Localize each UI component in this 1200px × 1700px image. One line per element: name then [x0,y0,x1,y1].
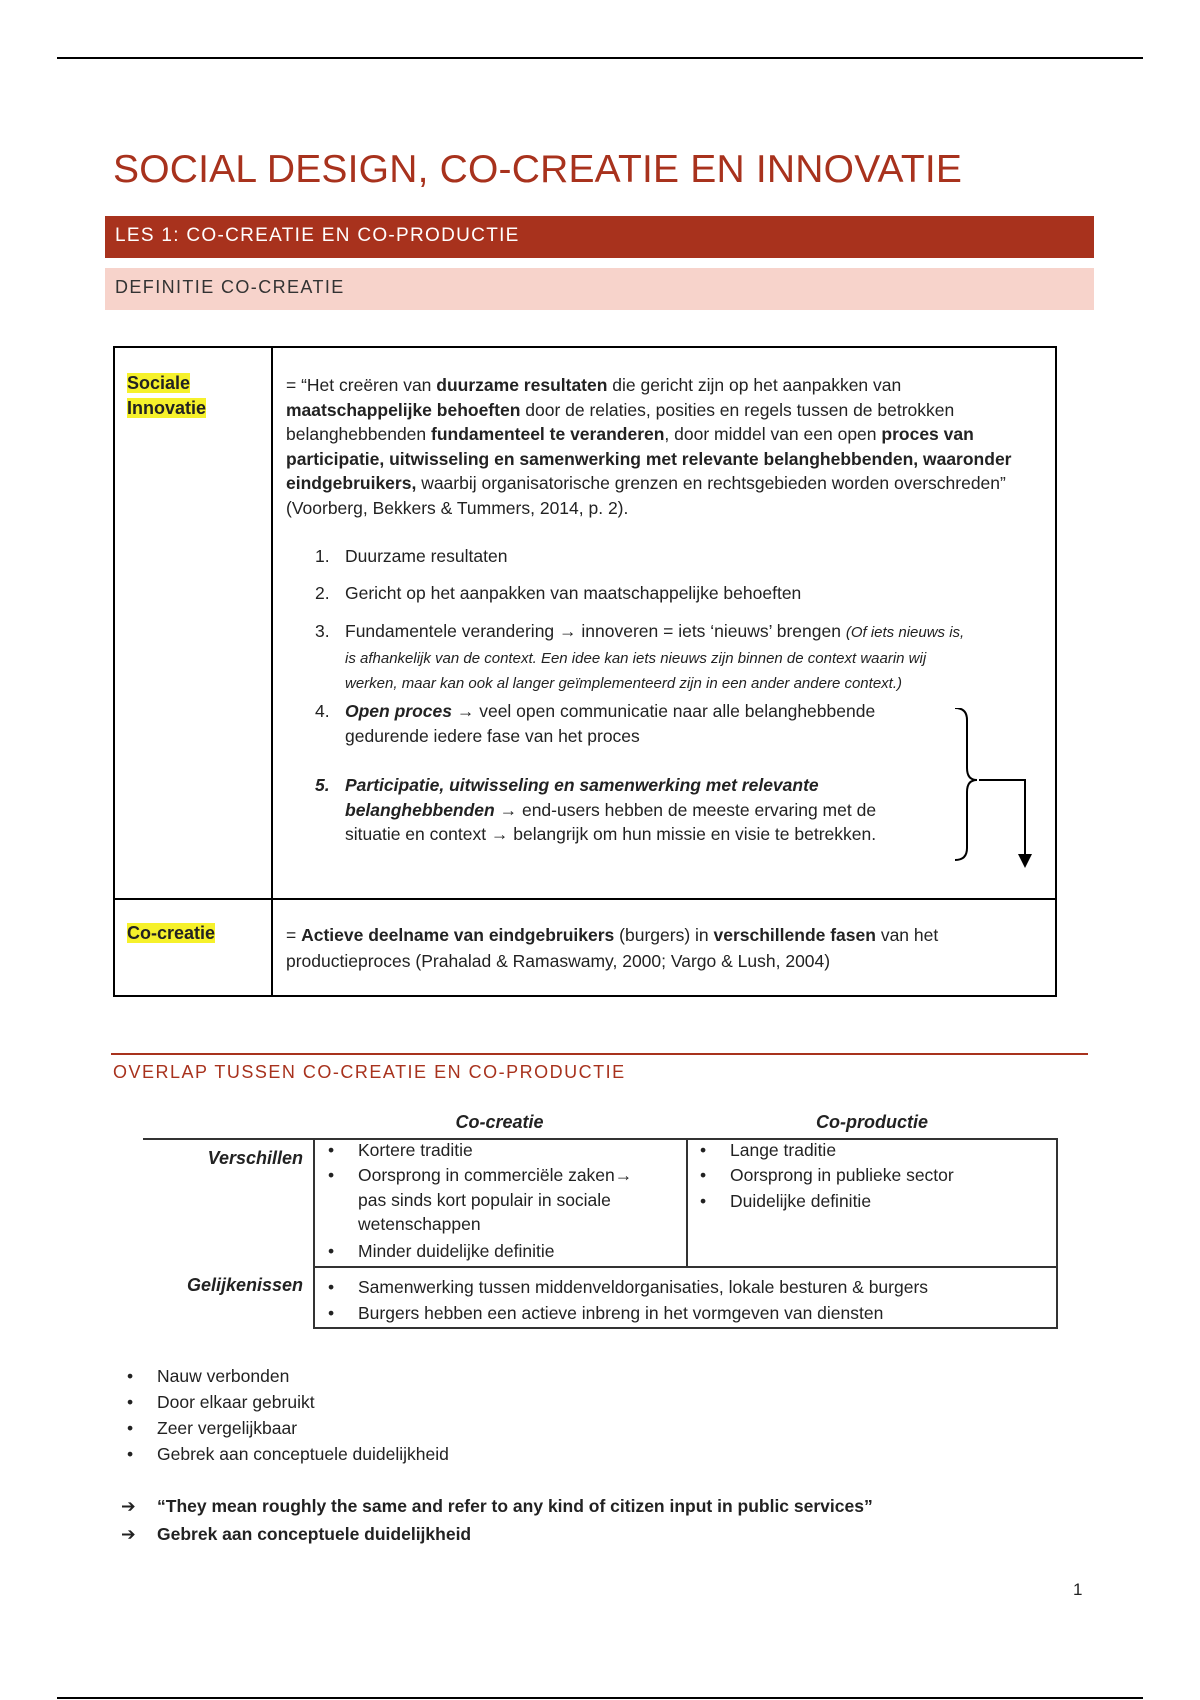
list-item [328,1138,678,1163]
list-item [328,1163,678,1237]
column-divider [686,1138,688,1266]
definition-co-creatie [286,922,1046,974]
list-item [315,544,975,569]
text-run: pas sinds kort populair in sociale wetenschappen [358,1189,611,1234]
bullet-icon: • [700,1140,707,1160]
term-sociale-innovatie [127,371,206,421]
list-item [700,1163,1050,1188]
list-number: 1. [315,546,330,566]
lesson-header: LES 1: CO-CREATIE EN CO-PRODUCTIE [105,216,1094,258]
text-run: → veel open communicatie naar alle belanghebbende gedurende iedere fase van het proces [345,701,876,746]
top-rule [57,57,1143,59]
bullet-icon: • [127,1418,134,1438]
text-bold-italic: Open proces [345,701,452,721]
arrow-right-icon: ➔ [121,1496,136,1516]
term-line: Sociale [127,373,191,393]
section-rule [111,1053,1088,1055]
list-text: Duidelijke definitie [730,1191,872,1211]
text-bold: Actieve deelname van eindgebruikers [301,925,615,945]
text-run: , door middel van een open [664,424,882,444]
definition-sociale-innovatie [286,373,1046,520]
bullet-icon: • [328,1165,335,1185]
text-run: waarbij organisatorische grenzen en rechtsgebieden worden overschreden” (Voorberg, Bekkers & Tummers, 2014, p. 2). [286,473,1006,518]
column-header-co-creatie: Co-creatie [455,1112,544,1132]
bullet-icon: • [328,1303,335,1323]
brace-arrow-icon [935,708,1045,878]
text-bold: duurzame resultaten [436,375,608,395]
text-bold: fundamenteel te veranderen [431,424,665,444]
list-text: Minder duidelijke definitie [358,1241,555,1261]
conclusion-line [121,1496,873,1517]
list-number: 4. [315,701,330,721]
table-divider-horizontal [115,898,1055,900]
list-item [127,1442,627,1467]
list-item [315,773,885,847]
list-number: 2. [315,583,330,603]
term-line: Co-creatie [127,923,216,943]
conclusion-text: “They mean roughly the same and refer to any kind of citizen input in public services” [157,1496,873,1516]
conclusion-text: Gebrek aan conceptuele duidelijkheid [157,1524,472,1544]
list-text: Zeer vergelijkbaar [157,1418,298,1438]
text-run: die gericht zijn op het aanpakken van [607,375,902,395]
text-run: = “Het creëren van [286,375,437,395]
bullet-icon: • [127,1366,134,1386]
section-header: OVERLAP TUSSEN CO-CREATIE EN CO-PRODUCTIE [113,1062,626,1082]
list-text: Lange traditie [730,1140,837,1160]
list-item [700,1138,1050,1163]
definition-table [113,346,1057,997]
page-number: 1 [1073,1580,1083,1599]
list-text: Duurzame resultaten [345,546,508,566]
list-item [127,1364,627,1389]
list-text: Burgers hebben een actieve inbreng in het vormgeven van diensten [358,1303,884,1323]
text-italic: (Of iets nieuws is, is afhankelijk van de context. Een idee kan iets nieuws zijn binnen de context waarin wij werken, maar kan ook al langer geïmplementeerd zijn in een ander andere context.) [345,624,965,692]
text-bold: verschillende fasen [713,925,876,945]
list-number: 5. [315,775,330,795]
list-item [127,1416,627,1441]
bullet-icon: • [328,1241,335,1261]
text-run: van het productieproces (Prahalad & Ramaswamy, 2000; Vargo & Lush, 2004) [286,925,939,971]
list-item [127,1390,627,1415]
list-text [358,1163,678,1237]
row-label-verschillen: Verschillen [207,1148,303,1168]
text-bold: maatschappelijke behoeften [286,399,521,420]
text-run: → end-users hebben de meeste ervaring met de situatie en context → belangrijk om hun missie en visie te betrekken. [345,799,877,844]
bullet-icon: • [328,1140,335,1160]
list-item [700,1189,1050,1214]
bottom-rule [57,1697,1143,1699]
bullet-icon: • [127,1444,134,1464]
subsection-header: DEFINITIE CO-CREATIE [105,268,1094,310]
bullet-icon: • [700,1165,707,1185]
list-item [315,699,905,748]
list-item [328,1275,1048,1300]
list-text: Nauw verbonden [157,1366,290,1386]
list-text [345,619,975,696]
text-run: Oorsprong in commerciële zaken→ [358,1165,633,1185]
bullet-icon: • [328,1277,335,1297]
list-item [315,581,975,606]
list-text [345,773,885,847]
list-text: Door elkaar gebruikt [157,1392,315,1412]
text-run: (burgers) in [614,925,714,945]
arrow-right-icon: ➔ [121,1524,136,1544]
text-bold: proces van participatie, uitwisseling en samenwerking met relevante belanghebbenden, waaronder eindgebruikers, [286,424,1012,493]
list-text: Oorsprong in publieke sector [730,1165,954,1185]
term-line: Innovatie [127,398,207,418]
text-run: = [286,925,302,945]
bullet-icon: • [700,1191,707,1211]
list-item [328,1239,678,1264]
list-text: Samenwerking tussen middenveldorganisaties, lokale besturen & burgers [358,1277,929,1297]
page-title: SOCIAL DESIGN, CO-CREATIE EN INNOVATIE [113,148,963,191]
text-bold-italic: Participatie, uitwisseling en samenwerking met relevante belanghebbenden [345,775,819,820]
text-run: door de relaties, posities en regels tussen de betrokken belanghebbenden [286,399,955,444]
text-run: Fundamentele verandering → innoveren = iets ‘nieuws’ brengen [345,621,846,641]
list-number: 3. [315,621,330,641]
term-co-creatie [127,921,215,946]
conclusion-line [121,1524,471,1545]
list-item [315,619,975,696]
bullet-icon: • [127,1392,134,1412]
list-text: Gebrek aan conceptuele duidelijkheid [157,1444,449,1464]
column-header-co-productie: Co-productie [816,1112,928,1132]
list-item [328,1301,1048,1326]
list-text [345,699,905,748]
list-text: Kortere traditie [358,1140,473,1160]
row-label-gelijkenissen: Gelijkenissen [186,1275,303,1295]
list-text: Gericht op het aanpakken van maatschappelijke behoeften [345,583,802,603]
